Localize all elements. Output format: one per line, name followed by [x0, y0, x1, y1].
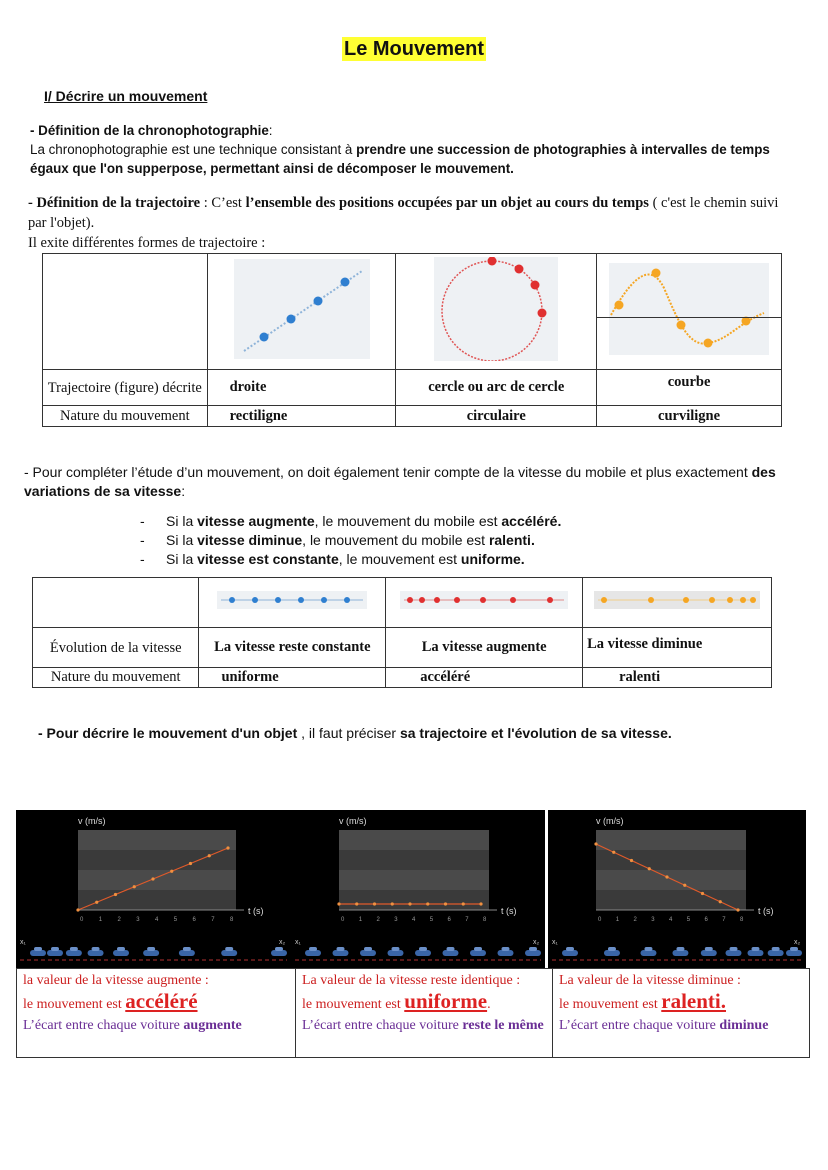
- nature-accelere: accéléré: [386, 668, 583, 688]
- tick-label: 0: [80, 917, 84, 923]
- data-point: [151, 877, 154, 880]
- grid-band: [596, 830, 746, 850]
- car-roof-icon: [117, 947, 125, 951]
- y-axis-label: v (m/s): [78, 816, 106, 826]
- data-point: [355, 902, 358, 905]
- graph-decelerated: [548, 810, 806, 968]
- tick-label: 8: [230, 917, 234, 923]
- grid-band: [78, 870, 236, 890]
- car-roof-icon: [751, 947, 759, 951]
- graph-uniform: [291, 810, 545, 968]
- x-axis-label: t (s): [758, 906, 774, 916]
- row-label-nature-2: Nature du mouvement: [33, 668, 199, 688]
- trajectory-table: [42, 253, 782, 427]
- data-point: [337, 902, 340, 905]
- tick-label: 0: [598, 917, 602, 923]
- x-axis-label: t (s): [501, 906, 517, 916]
- data-point: [133, 885, 136, 888]
- car-roof-icon: [51, 947, 59, 951]
- caption-uniform: La valeur de la vitesse reste identique : le mouvement est uniforme. L’écart entre chaque voiture reste le même: [296, 969, 553, 1058]
- car-roof-icon: [772, 947, 780, 951]
- car-roof-icon: [225, 947, 233, 951]
- accelerating-dots-icon: [400, 591, 568, 609]
- tick-label: 0: [341, 917, 345, 923]
- grid-band: [596, 850, 746, 870]
- tick-label: 7: [465, 917, 469, 923]
- car-roof-icon: [92, 947, 100, 951]
- tick-label: 5: [429, 917, 434, 923]
- tick-label: 4: [412, 917, 416, 923]
- data-point: [444, 902, 447, 905]
- grid-band: [596, 870, 746, 890]
- grid-band: [78, 830, 236, 850]
- tick-label: 5: [173, 917, 178, 923]
- car-roof-icon: [644, 947, 652, 951]
- evol-augmente: La vitesse augmente: [386, 628, 583, 668]
- car-roof-icon: [705, 947, 713, 951]
- conclusion: - Pour décrire le mouvement d'un objet , il faut préciser sa trajectoire et l'évolution de sa vitesse.: [38, 725, 672, 741]
- accelerating-figure: [386, 578, 583, 628]
- tick-label: 3: [651, 917, 655, 923]
- start-position-label: x₁: [295, 939, 301, 946]
- tick-label: 6: [447, 917, 451, 923]
- caption-decelerated: La valeur de la vitesse diminue : le mouvement est ralenti. L’écart entre chaque voiture diminue: [553, 969, 810, 1058]
- grid-band: [78, 850, 236, 870]
- tick-label: 1: [615, 917, 620, 923]
- data-point: [373, 902, 376, 905]
- data-point: [719, 900, 722, 903]
- car-roof-icon: [337, 947, 345, 951]
- velocity-graph-increasing: [16, 810, 291, 968]
- velocity-graph-decreasing: [548, 810, 806, 968]
- data-point: [189, 862, 192, 865]
- grid-band: [339, 830, 489, 850]
- speed-table: [32, 577, 772, 688]
- traj-courbe: courbe: [597, 370, 782, 406]
- data-point: [701, 892, 704, 895]
- trajectory-forms-line: Il exite différentes formes de trajectoire :: [28, 235, 266, 251]
- end-position-label: x₂: [279, 939, 286, 946]
- row-label-evolution: Évolution de la vitesse: [33, 628, 199, 668]
- decelerating-dots-icon: [594, 591, 760, 609]
- car-roof-icon: [147, 947, 155, 951]
- data-point: [95, 901, 98, 904]
- tick-label: 8: [740, 917, 744, 923]
- tick-label: 1: [98, 917, 103, 923]
- data-point: [612, 851, 615, 854]
- car-roof-icon: [790, 947, 798, 951]
- grid-band: [596, 890, 746, 910]
- car-roof-icon: [474, 947, 482, 951]
- car-roof-icon: [392, 947, 400, 951]
- data-point: [594, 842, 597, 845]
- page-title: Le Mouvement: [343, 38, 485, 60]
- nature-circulaire: circulaire: [396, 406, 597, 427]
- data-point: [391, 902, 394, 905]
- data-point: [462, 902, 465, 905]
- straight-line-icon: [234, 259, 370, 359]
- traj-droite: droite: [207, 370, 396, 406]
- tick-label: 7: [211, 917, 215, 923]
- tick-label: 5: [686, 917, 691, 923]
- car-roof-icon: [34, 947, 42, 951]
- car-roof-icon: [419, 947, 427, 951]
- car-roof-icon: [447, 947, 455, 951]
- nature-curviligne: curviligne: [597, 406, 782, 427]
- tick-label: 6: [704, 917, 708, 923]
- section-heading: I/ Décrire un mouvement: [44, 88, 208, 104]
- trajectory-definition: - Définition de la trajectoire : C’est l’ensemble des positions occupées par un objet au cours du temps ( c'est le chemin suivi par l'objet). Il exite différentes formes de trajectoire :: [28, 195, 779, 251]
- evol-constant: La vitesse reste constante: [199, 628, 386, 668]
- chrono-definition: - Définition de la chronophotographie: La chronophotographie est une technique consistant à prendre une succession de photographies à intervalles de temps égaux que l'on supperpose, permettant ainsi de décomposer le mouvement.: [30, 123, 770, 176]
- car-roof-icon: [676, 947, 684, 951]
- list-item: - Si la vitesse est constante, le mouvement est uniforme.: [140, 550, 561, 569]
- x-axis-label: t (s): [248, 906, 264, 916]
- data-point: [76, 908, 79, 911]
- data-point: [426, 902, 429, 905]
- data-point: [408, 902, 411, 905]
- constant-speed-figure: [199, 578, 386, 628]
- traj-cercle: cercle ou arc de cercle: [396, 370, 597, 406]
- data-point: [736, 908, 739, 911]
- end-position-label: x₂: [794, 939, 801, 946]
- data-point: [208, 854, 211, 857]
- grid-band: [339, 870, 489, 890]
- curve-icon: [609, 263, 769, 355]
- tick-label: 8: [483, 917, 487, 923]
- tick-label: 4: [669, 917, 673, 923]
- car-roof-icon: [364, 947, 372, 951]
- evol-diminue: La vitesse diminue: [583, 628, 772, 668]
- nature-uniforme: uniforme: [199, 668, 386, 688]
- end-position-label: x₂: [533, 939, 540, 946]
- data-point: [226, 846, 229, 849]
- nature-ralenti: ralenti: [583, 668, 772, 688]
- chrono-heading: - Définition de la chronophotographie: [30, 123, 269, 138]
- data-point: [648, 867, 651, 870]
- car-roof-icon: [566, 947, 574, 951]
- straight-trajectory-figure: [207, 254, 396, 370]
- car-roof-icon: [730, 947, 738, 951]
- grid-band: [339, 890, 489, 910]
- velocity-graph-constant: [291, 810, 545, 968]
- y-axis-label: v (m/s): [339, 816, 367, 826]
- tick-label: 4: [155, 917, 159, 923]
- constant-dots-icon: [217, 591, 367, 609]
- list-item: - Si la vitesse augmente, le mouvement du mobile est accéléré.: [140, 512, 561, 531]
- grid-band: [339, 850, 489, 870]
- start-position-label: x₁: [20, 939, 26, 946]
- nature-rectiligne: rectiligne: [207, 406, 396, 427]
- car-roof-icon: [309, 947, 317, 951]
- tick-label: 2: [376, 917, 380, 923]
- caption-table: [16, 968, 810, 1058]
- circle-icon: [434, 257, 558, 361]
- car-roof-icon: [608, 947, 616, 951]
- speed-rules-list: [140, 512, 561, 569]
- car-roof-icon: [529, 947, 537, 951]
- car-roof-icon: [183, 947, 191, 951]
- circular-trajectory-figure: [396, 254, 597, 370]
- tick-label: 7: [722, 917, 726, 923]
- curved-trajectory-figure: [597, 254, 782, 370]
- graph-accelerated: [16, 810, 291, 968]
- list-item: - Si la vitesse diminue, le mouvement du mobile est ralenti.: [140, 531, 561, 550]
- decelerating-figure: [583, 578, 772, 628]
- tick-label: 3: [136, 917, 140, 923]
- data-point: [114, 893, 117, 896]
- row-label-trajectory: Trajectoire (figure) décrite: [43, 370, 208, 406]
- tick-label: 2: [117, 917, 121, 923]
- tick-label: 6: [192, 917, 196, 923]
- data-point: [630, 859, 633, 862]
- car-roof-icon: [70, 947, 78, 951]
- data-point: [479, 902, 482, 905]
- speed-paragraph: - Pour compléter l’étude d’un mouvement, on doit également tenir compte de la vitesse du mobile et plus exactement des variations de sa vitesse:: [24, 464, 776, 499]
- car-roof-icon: [275, 947, 283, 951]
- tick-label: 1: [358, 917, 363, 923]
- tick-label: 2: [633, 917, 637, 923]
- row-label-nature: Nature du mouvement: [43, 406, 208, 427]
- start-position-label: x₁: [552, 939, 558, 946]
- car-roof-icon: [502, 947, 510, 951]
- data-point: [683, 884, 686, 887]
- tick-label: 3: [394, 917, 398, 923]
- caption-accelerated: la valeur de la vitesse augmente : le mouvement est accéléré L’écart entre chaque voiture augmente: [17, 969, 296, 1058]
- data-point: [170, 870, 173, 873]
- y-axis-label: v (m/s): [596, 816, 624, 826]
- data-point: [665, 875, 668, 878]
